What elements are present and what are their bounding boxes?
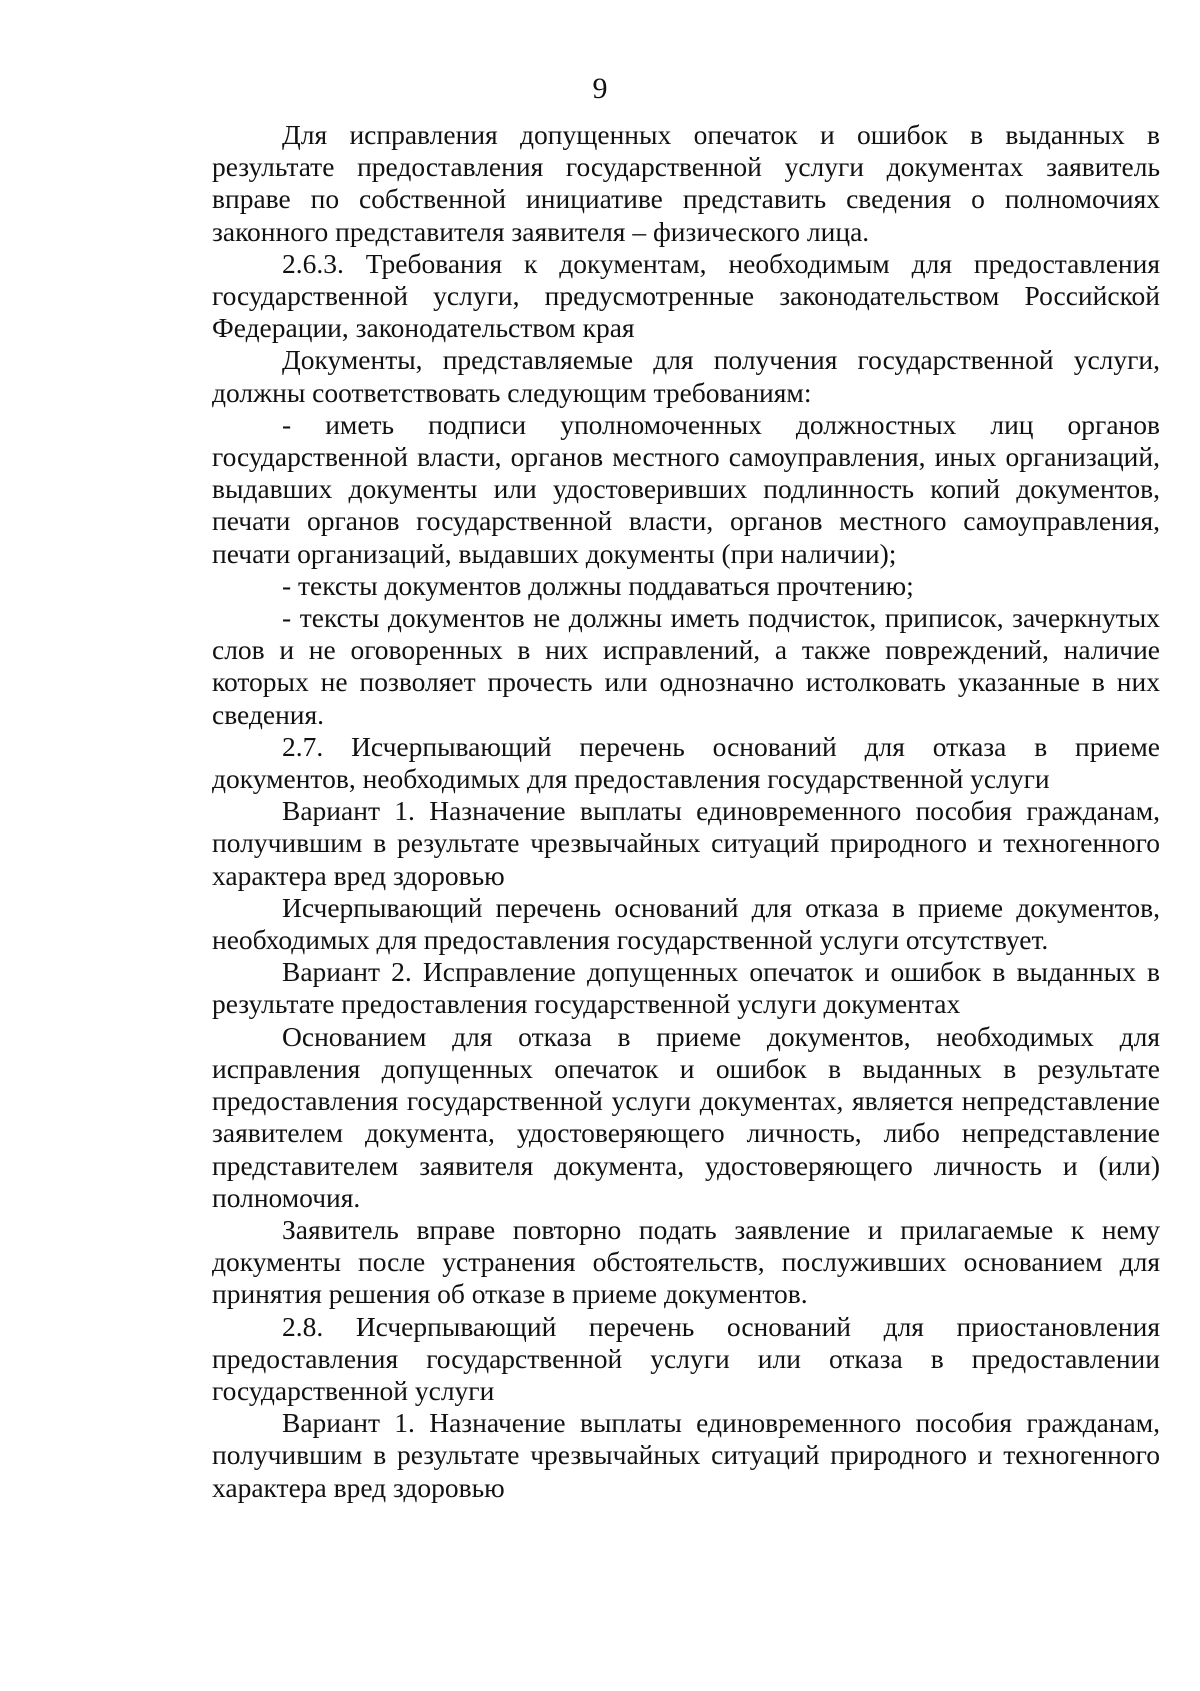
document-body (212, 119, 1160, 1504)
paragraph: Для исправления допущенных опечаток и ошибок в выданных в результате предоставления государственной услуги документах заявитель вправе по собственной инициативе представить сведения о полномочиях законного представителя заявителя – физического лица. (212, 119, 1160, 247)
paragraph: Основанием для отказа в приеме документов, необходимых для исправления допущенных опечаток и ошибок в выданных в результате предоставления государственной услуги документах, является непредставление заявителем документа, удостоверяющего личность, либо непредставление представителем заявителя документа, удостоверяющего личность и (или) полномочия. (212, 1020, 1160, 1213)
list-item: - тексты документов должны поддаваться прочтению; (282, 569, 914, 601)
list-item: - иметь подписи уполномоченных должностных лиц органов государственной власти, органов местного самоуправления, иных организаций, выдавших документы или удостоверивших подлинность копий документов, печати органов государственной власти, органов местного самоуправления, печати организаций, выдавших документы (при наличии); (212, 408, 1160, 569)
variant-heading: Вариант 1. Назначение выплаты единовременного пособия гражданам, получившим в результате чрезвычайных ситуаций природного и техногенного характера вред здоровью (212, 1407, 1160, 1503)
section-heading: 2.6.3. Требования к документам, необходимым для предоставления государственной услуги, предусмотренные законодательством Российской Федерации, законодательством края (212, 247, 1160, 344)
variant-heading: Вариант 1. Назначение выплаты единовременного пособия гражданам, получившим в результате чрезвычайных ситуаций природного и техногенного характера вред здоровью (212, 795, 1160, 891)
section-heading: 2.7. Исчерпывающий перечень оснований для отказа в приеме документов, необходимых для предоставления государственной услуги (212, 730, 1160, 795)
section-heading: 2.8. Исчерпывающий перечень оснований для приостановления предоставления государственной услуги или отказа в предоставлении государственной услуги (212, 1310, 1160, 1406)
paragraph: Документы, представляемые для получения государственной услуги, должны соответствовать следующим требованиям: (212, 344, 1160, 408)
page-number: 9 (592, 72, 608, 105)
list-item: - тексты документов не должны иметь подчисток, приписок, зачеркнутых слов и не оговоренных в них исправлений, а также повреждений, наличие которых не позволяет прочесть или однозначно истолковать указанные в них сведения. (212, 602, 1160, 730)
variant-heading: Вариант 2. Исправление допущенных опечаток и ошибок в выданных в результате предоставления государственной услуги документах (212, 956, 1160, 1020)
paragraph: Исчерпывающий перечень оснований для отказа в приеме документов, необходимых для предоставления государственной услуги отсутствует. (212, 891, 1160, 956)
paragraph: Заявитель вправе повторно подать заявление и прилагаемые к нему документы после устранения обстоятельств, послуживших основанием для принятия решения об отказе в приеме документов. (212, 1213, 1160, 1310)
